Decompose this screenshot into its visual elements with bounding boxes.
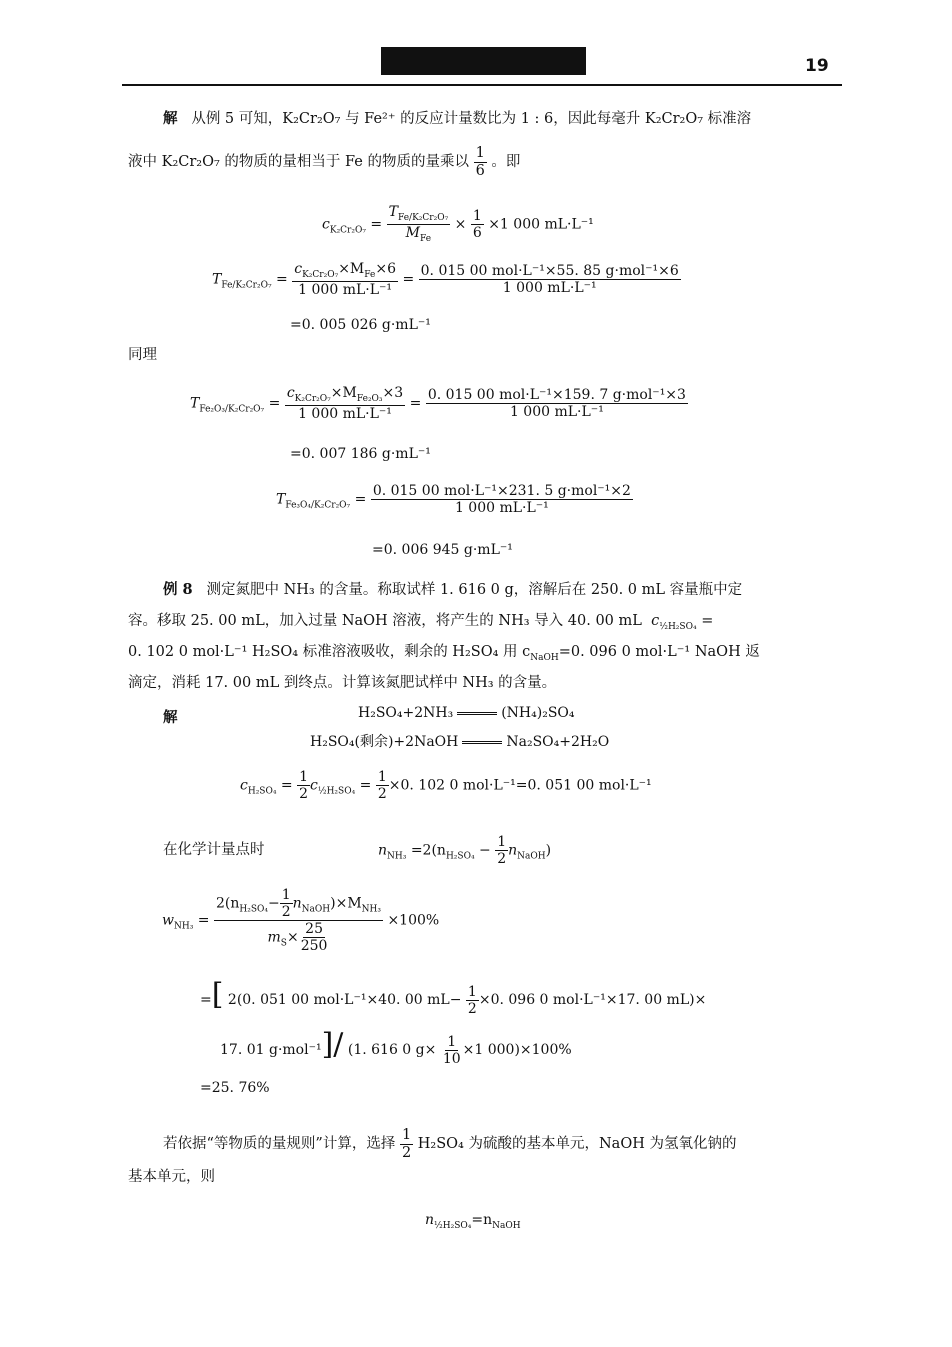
equals-arrow-icon — [457, 712, 497, 715]
stoich-point-label: 在化学计量点时 — [163, 842, 265, 858]
solution8-label: 解 — [163, 709, 178, 726]
equation-c-h2so4: $c_{H_2SO_4}$ = $\frac{1}{2}$ $c_{\frac{1}{2}H_2SO_4}$ = $\frac{1}{2}$ ×0. 102 0 mol·L⁻¹=0. 051 00 mol·L⁻¹ — [240, 769, 652, 802]
reaction-1: H₂SO₄+2NH₃ (NH₄)₂SO₄ — [358, 705, 575, 721]
equation-t-fe: $T_{Fe/K_2Cr_2O_7}$ = $\frac{c_{K_2Cr_2O_7}\times M_{Fe}\times 6}{\text{1 000 mL·L⁻¹}}$ = $\frac{\text{0. 015 00 mol·L⁻¹×55. 85 g·mol⁻¹×6}}{\text{1 000 mL·L⁻¹}}$ — [212, 261, 679, 298]
rule-paragraph-line1: 若依据“等物质的量规则”计算，选择 $\frac{1}{2}$ H₂SO₄ 为硫酸的基本单元，NaOH 为氢氧化钠的 — [163, 1127, 737, 1161]
solution-text-line2a: 液中 K₂Cr₂O₇ 的物质的量相当于 Fe 的物质的量乘以 — [128, 154, 469, 170]
equation-n-nh3: $n_{NH_3} =2(n_{H_2SO_4}$ − $\frac{1}{2}$ $n_{NaOH}$) — [378, 834, 552, 867]
equation-w-line2: =[ 2(0. 051 00 mol·L⁻¹×40. 00 mL− $\frac{1}{2}$ ×0. 096 0 mol·L⁻¹×17. 00 mL)× — [200, 977, 707, 1017]
slash-icon: / — [333, 1027, 344, 1062]
header-black-bar — [381, 47, 586, 75]
solution-paragraph-line2 — [128, 146, 520, 178]
equation-t-fe2o3-result: =0. 007 186 g·mL⁻¹ — [290, 446, 431, 462]
equation-w-line3: 17. 01 g·mol⁻¹]/ (1. 616 0 g× $\frac{1}{10}$ ×1 000)×100% — [220, 1027, 572, 1067]
header-rule — [122, 84, 842, 86]
solution-paragraph-line1 — [163, 112, 751, 127]
equation-t-fe2o3: $T_{Fe_2O_3/K_2Cr_2O_7}$ = $\frac{c_{K_2Cr_2O_7}\times M_{Fe_2O_3}\times 3}{\text{1 000 mL·L⁻¹}}$ = $\frac{\text{0. 015 00 mol·L⁻¹×159. 7 g·mol⁻¹×3}}{\text{1 000 mL·L⁻¹}}$ — [190, 385, 686, 422]
tongli-label: 同理 — [128, 347, 157, 363]
reaction-2: H₂SO₄(剩余)+2NaOH Na₂SO₄+2H₂O — [310, 734, 610, 750]
example8-line1: 例 8 测定氮肥中 NH₃ 的含量。称取试样 1. 616 0 g，溶解后在 250. 0 mL 容量瓶中定 — [163, 581, 743, 598]
example8-line3: 0. 102 0 mol·L⁻¹ H₂SO₄ 标准溶液吸收，剩余的 H₂SO₄ 用 $c_{NaOH}=0$. 096 0 mol·L⁻¹ NaOH 返 — [128, 644, 760, 663]
solution-text-line1: 从例 5 可知，K₂Cr₂O₇ 与 Fe²⁺ 的反应计量数比为 1 : 6，因此每毫升 K₂Cr₂O₇ 标准溶 — [191, 111, 752, 127]
example8-line2: 容。移取 25. 00 mL，加入过量 NaOH 溶液，将产生的 NH₃ 导入 40. 00 mL $c_{\frac{1}{2}H_2SO_4}$ = — [128, 613, 714, 632]
solution-label: 解 — [163, 110, 178, 127]
solution-text-line2b: 。即 — [491, 154, 521, 170]
page-number: 19 — [805, 56, 829, 76]
rule-paragraph-line2: 基本单元，则 — [128, 1169, 215, 1185]
equation-equal-moles: $n_{\frac{1}{2}H_2SO_4}=n_{NaOH}$ — [425, 1212, 521, 1231]
example8-line4: 滴定，消耗 17. 00 mL 到终点。计算该氮肥试样中 NH₃ 的含量。 — [128, 675, 557, 691]
equation-t-fe3o4: $T_{Fe_3O_4/K_2Cr_2O_7}$ = $\frac{\text{0. 015 00 mol·L⁻¹×231. 5 g·mol⁻¹×2}}{\text{1 000 mL·L⁻¹}}$ — [276, 483, 631, 516]
fraction-one-sixth: $\frac{1}{6}$ — [475, 145, 485, 179]
equation-c-k2cr2o7: $c_{K_2Cr_2O_7}$ = $\frac{T_{Fe/K_2Cr_2O_7}}{M_{Fe}}$ × $\frac{1}{6}$ ×1 000 mL·L⁻¹ — [322, 204, 594, 244]
equation-t-fe-result: =0. 005 026 g·mL⁻¹ — [290, 317, 431, 333]
equation-w-result: =25. 76% — [200, 1080, 270, 1096]
example8-label: 例 8 — [163, 581, 193, 598]
equals-arrow-icon — [462, 741, 502, 744]
equation-t-fe3o4-result: =0. 006 945 g·mL⁻¹ — [372, 542, 513, 558]
equation-w-nh3: $w_{NH_3}$ = $2(n_{H_2SO_4}-$ $\frac{1}{2}$ $n_{NaOH})\times M_{NH_3}$ $m_S\times$ $\frac{25}{250}$ ×100% — [162, 887, 440, 954]
bracket-open-icon: [ — [211, 977, 224, 1012]
bracket-close-icon: ] — [321, 1027, 334, 1062]
